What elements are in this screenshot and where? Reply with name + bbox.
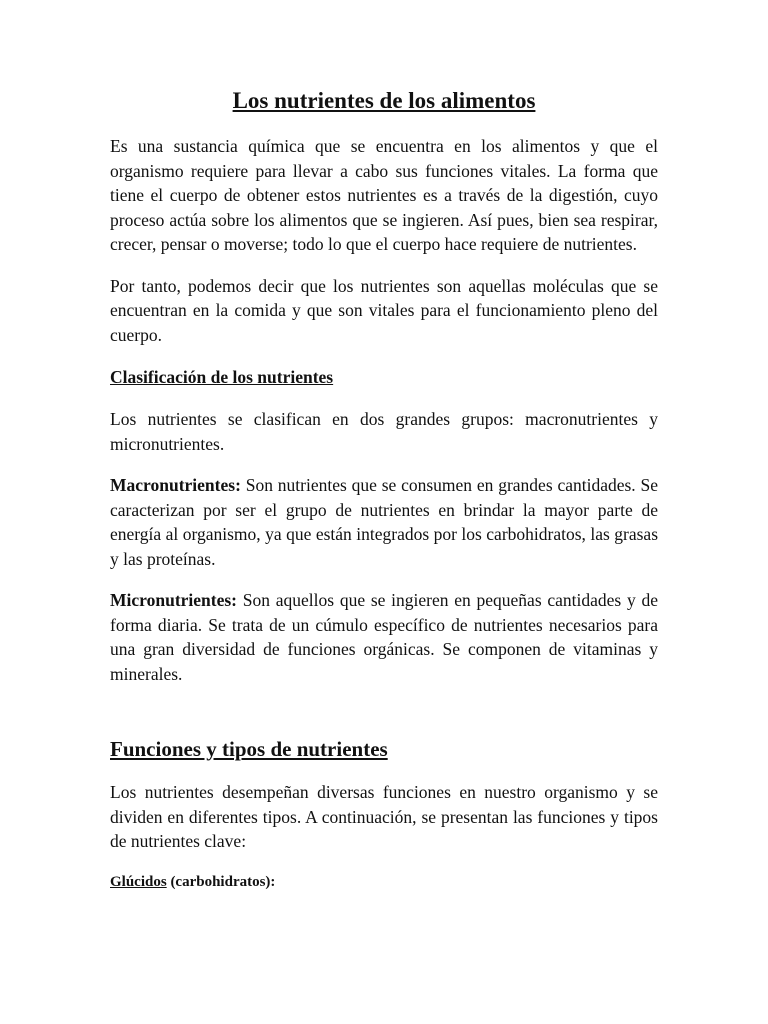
micronutrients-paragraph (110, 588, 658, 686)
micronutrients-label: Micronutrientes: (110, 590, 238, 610)
intro-paragraph-2: Por tanto, podemos decir que los nutrientes son aquellas moléculas que se encuentran en la comida y que son vitales para el funcionamiento pleno del cuerpo. (110, 275, 658, 345)
glucids-label: Glúcidos (110, 873, 167, 890)
glucids-note: (carbohidratos): (166, 873, 276, 890)
macronutrients-label: Macronutrientes: (110, 475, 241, 495)
classification-heading: Clasificación de los nutrientes (110, 367, 334, 387)
glucids-subheading (110, 871, 658, 893)
macronutrients-paragraph (110, 473, 658, 571)
functions-heading: Funciones y tipos de nutrientes (110, 737, 388, 761)
document-page (110, 84, 658, 893)
intro-paragraph-1: Es una sustancia química que se encuentra en los alimentos y que el organismo requiere para llevar a cabo sus funciones vitales. La forma que tiene el cuerpo de obtener estos nutrientes es a través de la digestión, cuyo proceso actúa sobre los alimentos que se ingieren. Así pues, bien sea respirar, crecer, pensar o moverse; todo lo que el cuerpo hace requiere de nutrientes. (110, 136, 658, 254)
document-title: Los nutrientes de los alimentos (232, 88, 536, 113)
classification-paragraph: Los nutrientes se clasifican en dos grandes grupos: macronutrientes y micronutrientes. (110, 409, 658, 454)
macronutrients-text: Son nutrientes que se consumen en grandes cantidades. Se caracterizan por ser el grupo de nutrientes en brindar la mayor parte de energía al organismo, ya que están integrados por los carbohidratos, las grasas y las proteínas. (110, 475, 658, 569)
micronutrients-text: Son aquellos que se ingieren en pequeñas cantidades y de forma diaria. Se trata de un cúmulo específico de nutrientes necesarios para una gran diversidad de funciones orgánicas. Se componen de vitaminas y minerales. (110, 590, 658, 684)
functions-paragraph: Los nutrientes desempeñan diversas funciones en nuestro organismo y se dividen en diferentes tipos. A continuación, se presentan las funciones y tipos de nutrientes clave: (110, 782, 658, 851)
